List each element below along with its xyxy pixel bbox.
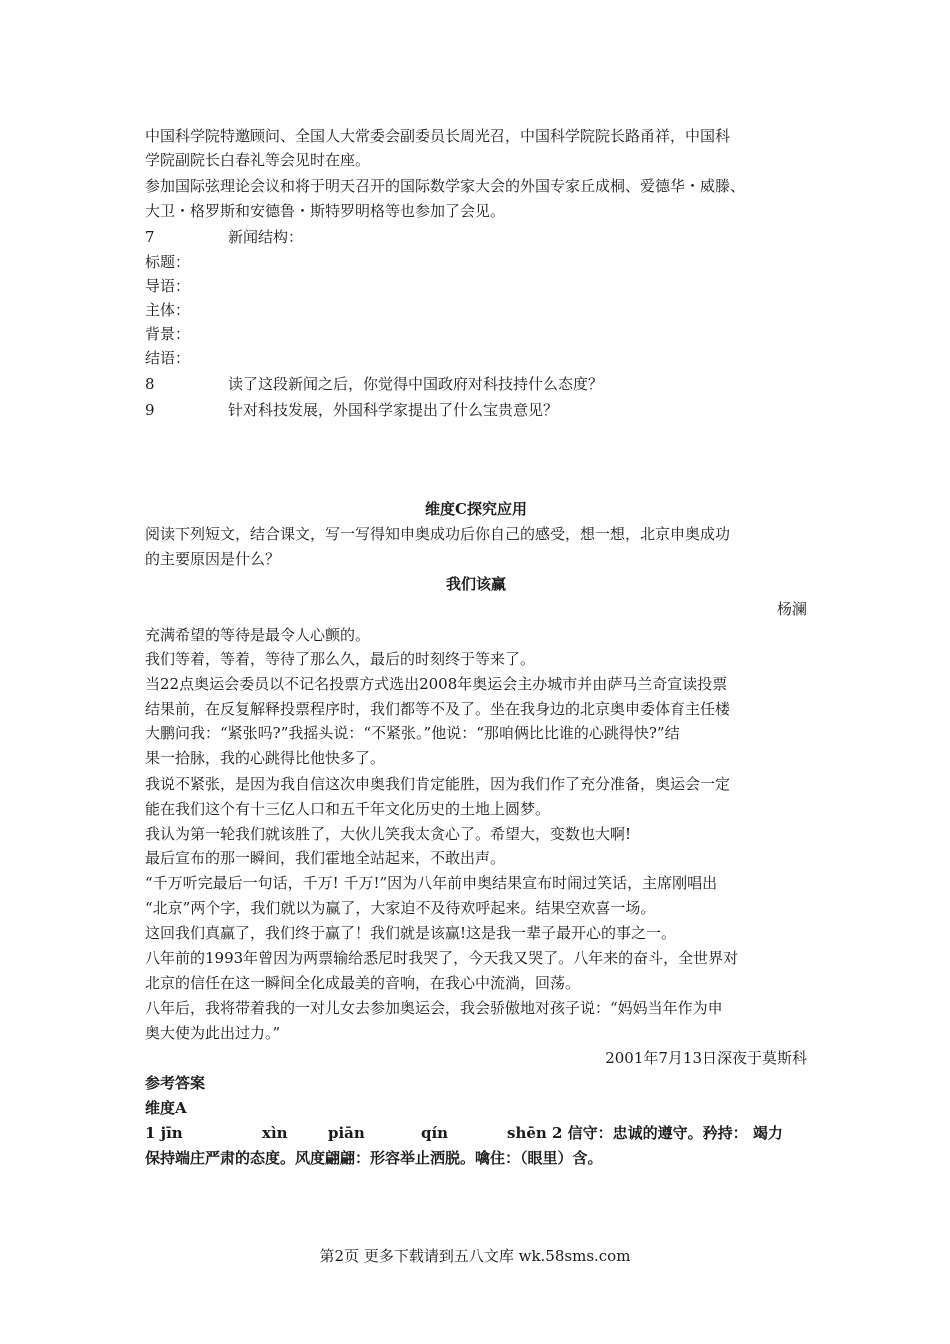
article-line: 当22点奥运会委员以不记名投票方式选出2008年奥运会主办城市并由萨马兰奇宣读投票: [145, 675, 728, 693]
structure-item: 结语：: [145, 349, 191, 367]
intro-line: 参加国际弦理论会议和将于明天召开的国际数学家大会的外国专家丘成桐、爱德华・威滕、: [145, 177, 746, 195]
dimension-a-heading: 维度A: [145, 1099, 187, 1117]
question-9: [145, 398, 807, 422]
question-text: 读了这段新闻之后，你觉得中国政府对科技持什么态度？: [228, 375, 604, 393]
article-line: 我说不紧张，是因为我自信这次申奥我们肯定能胜，因为我们作了充分准备，奥运会一定: [145, 775, 731, 793]
article-line: 最后宣布的那一瞬间，我们霍地全站起来，不敢出声。: [145, 849, 506, 867]
intro-line: 学院副院长白春礼等会见时在座。: [145, 151, 371, 169]
article-line: 这回我们真赢了，我们终于赢了！我们就是该赢!这是我一辈子最开心的事之一。: [145, 924, 677, 942]
article-line: 充满希望的等待是最令人心颤的。: [145, 626, 371, 644]
structure-item: 导语：: [145, 277, 191, 295]
article-line: 我们等着，等着，等待了那么久，最后的时刻终于等来了。: [145, 650, 536, 668]
page-footer: 第2页 更多下载请到五八文库 wk.58sms.com: [319, 1247, 631, 1265]
article-line: 能在我们这个有十三亿人口和五千年文化历史的土地上圆梦。: [145, 800, 551, 818]
question-number: 9: [145, 401, 155, 419]
article-author: 杨澜: [776, 600, 807, 618]
intro-line: 中国科学院特邀顾问、全国人大常委会副委员长周光召，中国科学院院长路甬祥，中国科: [145, 127, 731, 145]
question-8: [145, 372, 807, 396]
pinyin-item: piān: [328, 1124, 365, 1142]
structure-item: 主体：: [145, 301, 191, 319]
structure-item: 标题：: [145, 253, 191, 271]
question-text: 针对科技发展，外国科学家提出了什么宝贵意见？: [228, 401, 559, 419]
article-line: “千万听完最后一句话，千万! 千万!”因为八年前申奥结果宣布时闹过笑话，主席刚唱出: [145, 874, 718, 892]
article-line: 结果前，在反复解释投票程序时，我们都等不及了。坐在我身边的北京奥申委体育主任楼: [145, 700, 731, 718]
article-title: 我们该赢: [445, 575, 506, 593]
question-text: 新闻结构：: [228, 228, 304, 246]
article-line: 八年前的1993年曾因为两票输给悉尼时我哭了，今天我又哭了。八年来的奋斗，全世界对: [145, 949, 739, 967]
answer-pinyin-line: [145, 1121, 807, 1145]
article-line: 八年后，我将带着我的一对儿女去参加奥运会，我会骄傲地对孩子说：“妈妈当年作为申: [145, 999, 723, 1017]
article-line: “北京”两个字，我们就以为赢了，大家迫不及待欢呼起来。结果空欢喜一场。: [145, 899, 656, 917]
question-7: [145, 225, 807, 249]
section-c-prompt: 的主要原因是什么？: [145, 550, 281, 568]
article-line: 果一拾脉，我的心跳得比他快多了。: [145, 749, 386, 767]
answer-line: 保持端庄严肃的态度。风度翩翩：形容举止洒脱。噙住：（眼里）含。: [145, 1149, 603, 1167]
pinyin-item: 1 jīn: [145, 1124, 183, 1142]
article-line: 大鹏问我：“紧张吗?”我摇头说：“不紧张。”他说：“那咱俩比比谁的心跳得快?”结: [145, 724, 680, 742]
article-line: 我认为第一轮我们就该胜了，大伙儿笑我太贪心了。希望大，变数也大啊!: [145, 825, 632, 843]
pinyin-item: qín: [421, 1124, 449, 1142]
pinyin-item: shēn 2 信守：忠诚的遵守。矜持： 竭力: [507, 1124, 783, 1142]
article-line: 北京的信任在这一瞬间全化成最美的音响，在我心中流淌，回荡。: [145, 974, 581, 992]
structure-item: 背景：: [145, 325, 191, 343]
question-number: 7: [145, 228, 155, 246]
article-date: 2001年7月13日深夜于莫斯科: [605, 1049, 807, 1067]
intro-line: 大卫・格罗斯和安德鲁・斯特罗明格等也参加了会见。: [145, 202, 506, 220]
answers-title: 参考答案: [145, 1074, 206, 1092]
article-line: 奥大使为此出过力。”: [145, 1024, 281, 1042]
question-number: 8: [145, 375, 155, 393]
section-c-prompt: 阅读下列短文，结合课文，写一写得知申奥成功后你自己的感受，想一想，北京申奥成功: [145, 525, 731, 543]
section-c-title: 维度C探究应用: [425, 500, 527, 518]
pinyin-item: xìn: [262, 1124, 288, 1142]
